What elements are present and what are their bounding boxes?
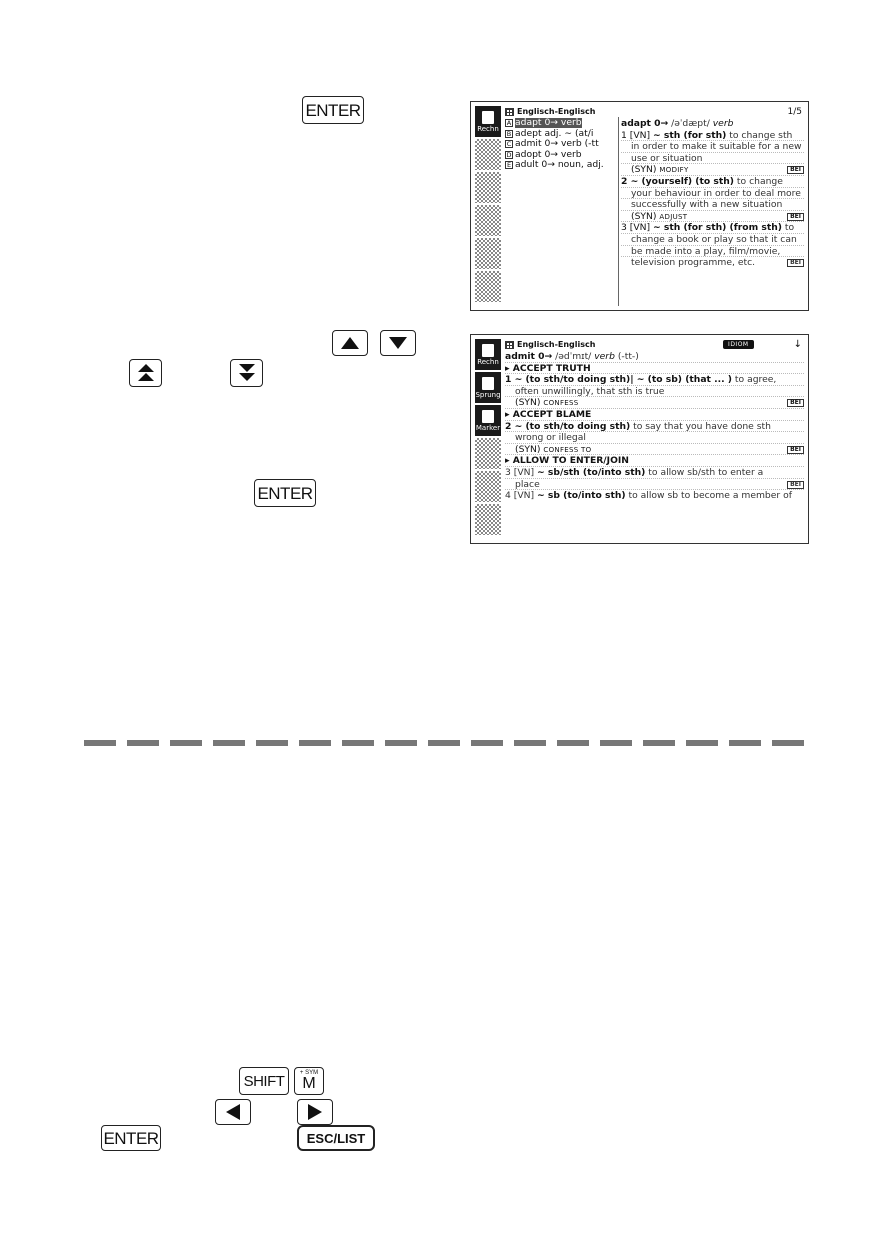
calculator-icon: Rechn	[475, 106, 501, 137]
list-item[interactable]: B adept adj. ∼ (at/i	[506, 128, 594, 139]
calculator-icon: Rechn	[475, 339, 501, 370]
dictionary-icon	[505, 108, 514, 116]
dictionary-icon	[505, 341, 514, 349]
screenshot-word-list	[470, 101, 809, 311]
header-title: Englisch-Englisch	[517, 107, 596, 116]
idiom-badge: IDIOM	[723, 340, 754, 349]
down-triangle-icon	[388, 336, 408, 350]
list-item[interactable]: A adapt 0→ verb	[506, 118, 582, 128]
up-triangle-icon	[340, 336, 360, 350]
down-arrow-key	[380, 330, 416, 356]
page-indicator: 1/5	[787, 106, 802, 117]
list-item[interactable]: E adult 0→ noun, adj.	[506, 160, 604, 171]
sidebar	[475, 339, 501, 539]
right-triangle-icon	[307, 1103, 323, 1121]
dashed-separator	[84, 740, 804, 746]
screenshot-entry-detail	[470, 334, 809, 544]
jump-icon: Sprung	[475, 372, 501, 403]
esc-list-key: ESC/LIST	[297, 1125, 375, 1151]
scroll-down-icon: ↓	[793, 339, 802, 350]
double-up-triangle-icon	[137, 363, 155, 383]
definition-panel: adapt 0→ /əˈdæpt/ verb 1 [VN] ∼ sth (for sth) to change sth in order to make it suitable for a new use or situation (SYN) MODIFY BEI 2 ∼ (yourself) (to sth) to change your behaviour in order to deal more successfully with a new situation (SYN) ADJUST BEI 3 [VN] ∼ sth (for sth) (from sth) to change a book or play so that it can be made into a play, film/movie, television programme, etc. BEI	[621, 118, 804, 269]
left-triangle-icon	[225, 1103, 241, 1121]
enter-key-3: ENTER	[101, 1125, 161, 1151]
sidebar	[475, 106, 501, 306]
header-title: Englisch-Englisch	[517, 340, 596, 349]
list-item[interactable]: D adopt 0→ verb	[506, 149, 582, 160]
list-item[interactable]: C admit 0→ verb (-tt	[506, 139, 599, 150]
enter-key-2: ENTER	[254, 479, 316, 507]
enter-key: ENTER	[302, 96, 364, 124]
double-down-triangle-icon	[238, 363, 256, 383]
header	[505, 339, 802, 350]
right-arrow-key	[297, 1099, 333, 1125]
up-arrow-key	[332, 330, 368, 356]
page-down-key	[230, 359, 263, 387]
word-list	[505, 118, 615, 171]
left-arrow-key	[215, 1099, 251, 1125]
marker-icon: Marker	[475, 405, 501, 436]
m-sym-key: + SYM M	[294, 1067, 324, 1095]
page-up-key	[129, 359, 162, 387]
entry-content: admit 0→ /ədˈmɪt/ verb (-tt-) ▸ ACCEPT TRUTH 1 ∼ (to sth/to doing sth)| ∼ (to sb) (that ... ) to agree, often unwillingly, that sth is true (SYN) CONFESS BEI ▸ ACCEPT BLAME 2 ∼ (to sth/to doing sth) to say that you have done sth wrong or illegal (SYN) CONFESS TO BEI ▸ ALLOW TO ENTER/JOIN 3 [VN] ∼ sb/sth (to/into sth) to allow sb/sth to enter a place BEI 4 [VN] ∼ sb (to/into sth) to allow sb to become a member of	[505, 351, 804, 502]
shift-key: SHIFT	[239, 1067, 289, 1095]
header	[505, 106, 802, 117]
